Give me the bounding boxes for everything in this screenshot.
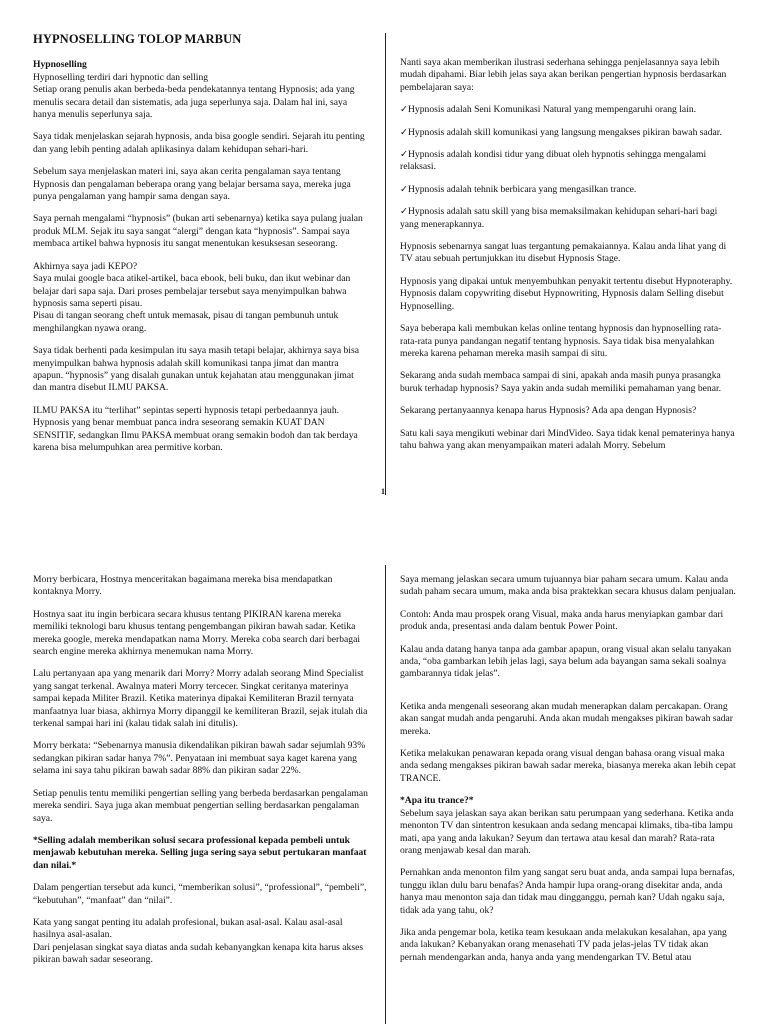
- paragraph: Jika anda pengemar bola, ketika team kesukaan anda melakukan kesalahan, apa yang anda lakukan? Kebanyakan orang menasehati TV pada jelas-jelas TV tidak akan pernah mendengarkan anda, hanya anda yang mendengarkan TV. Betul atau: [400, 926, 727, 963]
- paragraph: Sebelum saya menjelaskan materi ini, saya akan cerita pengalaman saya tentang Hypnosis dan pengalaman beberapa orang yang belajar bersama saya, mereka juga punya pengalaman yang hampir sama dengan saya.: [33, 166, 351, 203]
- paragraph: Kata yang sangat penting itu adalah profesional, bukan asal-asal. Kalau asal-asal hasilnya asal-asalan.: [33, 916, 343, 941]
- document-title: HYPNOSELLING TOLOP MARBUN: [33, 32, 242, 46]
- paragraph: Pisau di tangan seorang cheft untuk memasak, pisau di tangan pembunuh untuk menghilangkan nyawa orang.: [33, 310, 339, 334]
- paragraph: Saya memang jelaskan secara umum tujuannya biar paham secara umum. Kalau anda sudah paham secara umum, maka anda bisa praktekkan secara khusus dalam penjualan.: [400, 574, 736, 598]
- paragraph: Lalu pertanyaan apa yang menarik dari Morry? Morry adalah seorang Mind Specialist yang sangat terkenal. Awalnya materi Morry tercecer. Singkat ceritanya materinya sampai kepada Militer Brazil. Ketika materinya dipakai Kemiliteran Brazil ternyata manfaatnya luar biasa, akhirnya Morry dipanggil ke kemiliteran Brazil, sejak itulah dia terkenal sampai hari ini (kalau tidak salah ini ditulis).: [33, 668, 368, 730]
- paragraph: Dalam pengertian tersebut ada kunci, “memberikan solusi”, “professional”, “pembeli”, “kebutuhan”, “manfaat” dan “nilai”.: [33, 882, 367, 906]
- section-heading: Hypnoselling: [33, 59, 87, 71]
- paragraph: Dari penjelasan singkat saya diatas anda sudah kebanyangkan kenapa kita harus akses pikiran bawah sadar seseorang.: [33, 941, 364, 966]
- paragraph: Saya beberapa kali membukan kelas online tentang hypnosis dan hypnoselling rata-rata-rata punya pandangan negatif tentang hypnosis. Saya tidak bisa menyalahkan mereka karena pehaman mereka masih sampai di situ.: [400, 323, 722, 359]
- paragraph: Sekarang pertanyaannya kenapa harus Hypnosis? Ada apa dengan Hypnosis?: [400, 405, 697, 417]
- paragraph: Saya tidak berhenti pada kesimpulan itu saya masih tetapi belajar, akhirnya saya bisa menyimpulkan bahwa hypnosis adalah skill komunikasi tanpa jimat dan mantra apapun. “hypnosis” yang disalah gunakan untuk kejahatan atau menggunakan jimat dan mantra disebut ILMU PAKSA.: [33, 345, 359, 394]
- paragraph: Saya tidak menjelaskan sejarah hypnosis, anda bisa google sendiri. Sejarah itu penting dan yang lebih penting adalah aplikasinya dalam kehidupan sehari-hari.: [33, 131, 365, 155]
- paragraph: Hypnosis dalam copywriting disebut Hypnowriting, Hypnosis dalam Selling disebut Hypnoselling.: [400, 288, 724, 312]
- paragraph: Saya pernah mengalami “hypnosis” (bukan arti sebenarnya) ketika saya pulang jualan produk MLM. Sejak itu saya sangat “alergi” dengan kata “hypnosis”. Sampai saya membaca artikel bahwa hypnosis itu sangat menentukan kesuksesan seseorang.: [33, 213, 363, 250]
- paragraph: Ketika anda mengenali seseorang akan mudah menerapkan dalam percakapan. Orang akan sangat mudah anda pengaruhi. Anda akan mudah mengakses pikiran bawah sadar mereka.: [400, 700, 734, 737]
- paragraph: Morry berkata: “Sebenarnya manusia dikendalikan pikiran bawah sadar sejumlah 93% sedangkan pikiran sadar hanya 7%”. Penyataan ini membuat saya kaget karena yang selama ini saya tahu pikiran bawah sadar 88% dan pikiran sadar 22%.: [33, 740, 366, 777]
- paragraph: Pernahkan anda menonton film yang sangat seru buat anda, anda sampai lupa bernafas, tunggu iklan dulu baru benafas? Anda hampir lupa orang-orang disekitar anda, anda hanya mau menonton saja dan tidak mau dingganggu, pernah kan? Udah ngaku saja, tidak ada yang tahu, ok?: [400, 867, 735, 916]
- definition-item: ✓Hypnosis adalah Seni Komunikasi Natural yang mempengaruhi orang lain.: [400, 104, 697, 116]
- definition-item: ✓Hypnosis adalah kondisi tidur yang dibuat oleh hypnotis sehingga mengalami relaksasi.: [400, 149, 707, 173]
- check-icon: ✓: [400, 183, 409, 195]
- section-heading: *Apa itu trance?*: [400, 795, 474, 807]
- paragraph: Contoh: Anda mau prospek orang Visual, maka anda harus menyiapkan gambar dari produk anda, presentasi anda dalam bentuk Power Point.: [400, 608, 724, 633]
- definition-paragraph: *Selling adalah memberikan solusi secara professional kepada pembeli untuk menjawab kebutuhan mereka. Selling juga sering saya sebut pertukaran manfaat dan nilai.*: [33, 834, 367, 871]
- paragraph: ILMU PAKSA itu “terlihat” sepintas seperti hypnosis tetapi perbedaannya jauh. Hypnosis yang benar membuat panca indra seseorang semakin KUAT DAN SENSITIF, sedangkan Ilmu PAKSA membuat orang semakin bodoh dan tak berdaya karena bisa melumpuhkan area permitive korban.: [33, 404, 358, 453]
- column-divider: [385, 565, 386, 1024]
- paragraph: Hypnoselling terdiri dari hypnotic dan selling: [33, 71, 209, 83]
- page1-right-column: [400, 57, 736, 462]
- paragraph: Nanti saya akan memberikan ilustrasi sederhana sehingga penjelasannya saya lebih mudah dipahami. Biar lebih jelas saya akan berikan pengertian hypnosis berdasarkan pembelajaran saya:: [400, 57, 727, 93]
- paragraph: Morry berbicara, Hostnya menceritakan bagaimana mereka bisa mendapatkan kontaknya Morry.: [33, 574, 333, 598]
- paragraph: Satu kali saya mengikuti webinar dari MindVideo. Saya tidak kenal pematerinya hanya tahu bahwa yang akan menyampaikan materi adalah Morry. Sebelum: [400, 427, 735, 451]
- page1-left-column: [33, 33, 368, 464]
- paragraph: Saya mulai google baca atikel-artikel, baca ebook, beli buku, dan ikut webinar dan belajar dari sapa saja. Dari proses pembelajar tersebut saya menyimpulkan bahwa hypnosis sama seperti pisau.: [33, 273, 351, 309]
- paragraph: Hypnosis yang dipakai untuk menyembuhkan penyakit tertentu disebut Hypnoteraphy.: [400, 275, 733, 287]
- check-icon: ✓: [400, 126, 409, 138]
- paragraph: Hypnosis sebenarnya sangat luas tergantung pemakaiannya. Kalau anda lihat yang di TV atau sebuah pertunjukkan itu disebut Hypnosis Stage.: [400, 241, 727, 265]
- check-icon: ✓: [400, 149, 409, 161]
- definition-item: ✓Hypnosis adalah skill komunikasi yang langsung mengakses pikiran bawah sadar.: [400, 126, 722, 138]
- check-icon: ✓: [400, 206, 409, 218]
- definition-item: ✓Hypnosis adalah satu skill yang bisa memaksilmakan kehidupan sehari-hari bagi yang menerapkannya.: [400, 206, 718, 230]
- check-icon: ✓: [400, 104, 409, 116]
- paragraph: Sekarang anda sudah membaca sampai di sini, apakah anda masih punya prasangka buruk terhadap hypnosis? Saya yakin anda sudah memiliki pemahaman yang benar.: [400, 370, 722, 394]
- paragraph: Hostnya saat itu ingin berbicara secara khusus tentang PIKIRAN karena mereka memiliki teknologi baru khusus tentang pengembangan pikiran bawah sadar. Ketika mereka google, mereka mendapatkan nama Morry. Mereka coba search dari berbagai search engine mereka akhirnya menemukan nama Morry.: [33, 608, 361, 658]
- paragraph: Ketika melakukan penawaran kepada orang visual dengan bahasa orang visual maka anda sedang mengakses pikiran bawah sadar mereka, biasanya mereka akan lebih cepat TRANCE.: [400, 748, 736, 784]
- column-divider: [385, 33, 386, 495]
- definition-item: ✓Hypnosis adalah tehnik berbicara yang mengasilkan trance.: [400, 183, 637, 195]
- paragraph: Setiap orang penulis akan berbeda-beda pendekatannya tentang Hypnosis; ada yang menulis secara detail dan sistematis, ada juga seperlunya saja. Dalam hal ini, saya hanya menulis seperlunya saja.: [33, 84, 355, 121]
- paragraph: Kalau anda datang hanya tanpa ada gambar apapun, orang visual akan selalu tanyakan anda, “oba gambarkan lebih jelas lagi, saya belum ada bayangan sama sekali soalnya gambarannya tidak jelas”.: [400, 643, 732, 680]
- page2-right-column: [400, 574, 736, 974]
- paragraph: Sebelum saya jelaskan saya akan berikan satu perumpaan yang sederhana. Ketika anda menonton TV dan sintentron kesukaan anda sedang mencapai klimaks, tiba-tiba lampu mati, apa yang anda lakukan? Seyum dan tertawa atau kesal dan marah? Rata-rata orang menjawab kesal dan marah.: [400, 807, 734, 856]
- paragraph: Akhirnya saya jadi KEPO?: [33, 260, 138, 272]
- page2-left-column: [33, 574, 368, 977]
- paragraph: Setiap penulis tentu memiliki pengertian selling yang berbeda berdasarkan pengalaman mereka sendiri. Saya juga akan membuat pengertian selling berdasarkan pengalaman saya.: [33, 787, 368, 824]
- page-number: 1: [381, 487, 385, 496]
